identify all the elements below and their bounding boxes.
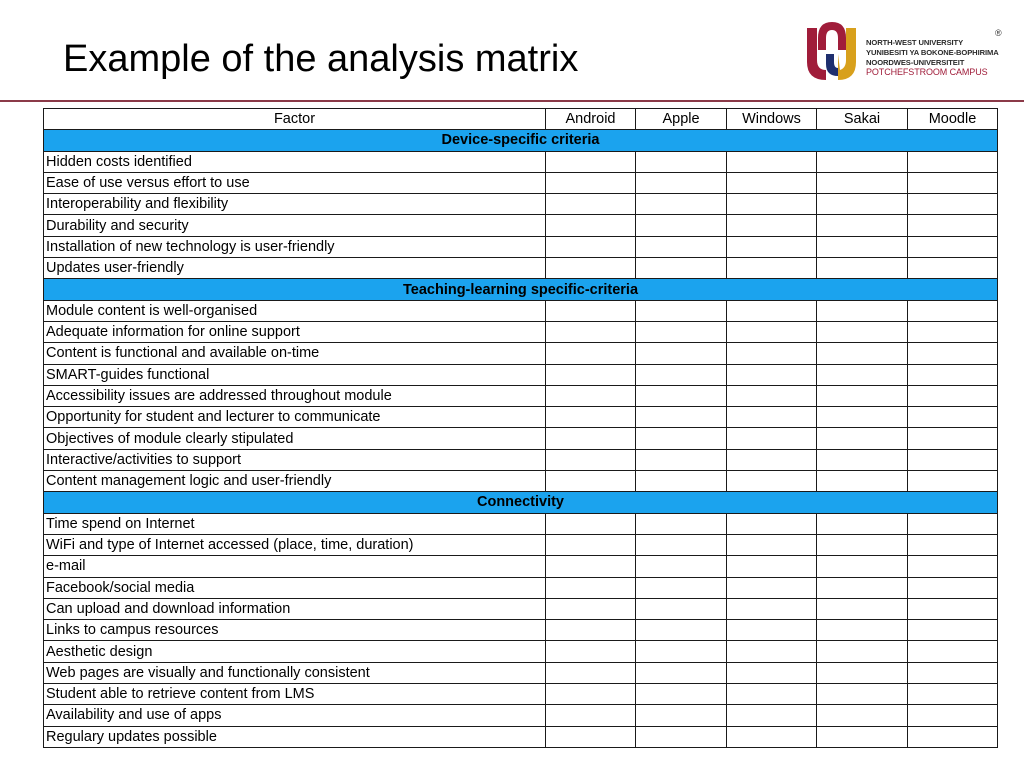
rating-cell	[727, 641, 817, 662]
table-row	[44, 385, 998, 406]
factor-cell: Hidden costs identified	[44, 151, 546, 172]
section-header-row	[44, 279, 998, 300]
header-sakai: Sakai	[817, 109, 908, 130]
table-row	[44, 556, 998, 577]
rating-cell	[908, 172, 998, 193]
table-row	[44, 534, 998, 555]
factor-cell: Aesthetic design	[44, 641, 546, 662]
rating-cell	[636, 258, 727, 279]
factor-cell: Content management logic and user-friendly	[44, 471, 546, 492]
table-row	[44, 321, 998, 342]
rating-cell	[636, 662, 727, 683]
rating-cell	[546, 726, 636, 747]
rating-cell	[546, 662, 636, 683]
rating-cell	[636, 407, 727, 428]
header-moodle: Moodle	[908, 109, 998, 130]
rating-cell	[636, 215, 727, 236]
table-row	[44, 598, 998, 619]
rating-cell	[908, 428, 998, 449]
rating-cell	[727, 385, 817, 406]
section-title: Device-specific criteria	[44, 130, 998, 151]
rating-cell	[546, 258, 636, 279]
rating-cell	[908, 364, 998, 385]
rating-cell	[546, 513, 636, 534]
rating-cell	[636, 471, 727, 492]
rating-cell	[908, 641, 998, 662]
table-row	[44, 726, 998, 747]
factor-cell: Updates user-friendly	[44, 258, 546, 279]
rating-cell	[636, 534, 727, 555]
rating-cell	[817, 343, 908, 364]
header-windows: Windows	[727, 109, 817, 130]
rating-cell	[636, 172, 727, 193]
slide-title: Example of the analysis matrix	[63, 38, 579, 80]
rating-cell	[727, 577, 817, 598]
rating-cell	[908, 151, 998, 172]
factor-cell: SMART-guides functional	[44, 364, 546, 385]
rating-cell	[727, 620, 817, 641]
rating-cell	[546, 449, 636, 470]
rating-cell	[636, 577, 727, 598]
rating-cell	[727, 598, 817, 619]
factor-cell: WiFi and type of Internet accessed (place, time, duration)	[44, 534, 546, 555]
rating-cell	[546, 321, 636, 342]
rating-cell	[908, 449, 998, 470]
factor-cell: Can upload and download information	[44, 598, 546, 619]
rating-cell	[546, 705, 636, 726]
rating-cell	[817, 641, 908, 662]
rating-cell	[908, 194, 998, 215]
rating-cell	[817, 534, 908, 555]
rating-cell	[908, 556, 998, 577]
rating-cell	[727, 321, 817, 342]
rating-cell	[546, 534, 636, 555]
rating-cell	[817, 172, 908, 193]
rating-cell	[636, 300, 727, 321]
factor-cell: Installation of new technology is user-friendly	[44, 236, 546, 257]
rating-cell	[908, 684, 998, 705]
rating-cell	[727, 471, 817, 492]
rating-cell	[817, 300, 908, 321]
rating-cell	[727, 705, 817, 726]
rating-cell	[908, 534, 998, 555]
rating-cell	[908, 407, 998, 428]
header-factor: Factor	[44, 109, 546, 130]
header-android: Android	[546, 109, 636, 130]
logo-line-1: NORTH-WEST UNIVERSITY	[866, 38, 964, 47]
rating-cell	[727, 407, 817, 428]
rating-cell	[727, 215, 817, 236]
rating-cell	[546, 300, 636, 321]
table-row	[44, 577, 998, 598]
factor-cell: Accessibility issues are addressed throughout module	[44, 385, 546, 406]
rating-cell	[817, 471, 908, 492]
rating-cell	[546, 407, 636, 428]
factor-cell: Facebook/social media	[44, 577, 546, 598]
rating-cell	[546, 172, 636, 193]
rating-cell	[817, 215, 908, 236]
rating-cell	[636, 428, 727, 449]
factor-cell: Opportunity for student and lecturer to communicate	[44, 407, 546, 428]
rating-cell	[636, 343, 727, 364]
rating-cell	[908, 215, 998, 236]
section-header-row	[44, 492, 998, 513]
rating-cell	[636, 151, 727, 172]
factor-cell: Durability and security	[44, 215, 546, 236]
rating-cell	[908, 258, 998, 279]
table-row	[44, 513, 998, 534]
header-apple: Apple	[636, 109, 727, 130]
rating-cell	[817, 513, 908, 534]
rating-cell	[727, 556, 817, 577]
rating-cell	[727, 364, 817, 385]
rating-cell	[817, 577, 908, 598]
rating-cell	[908, 343, 998, 364]
rating-cell	[817, 385, 908, 406]
table-row	[44, 428, 998, 449]
factor-cell: Ease of use versus effort to use	[44, 172, 546, 193]
table-row	[44, 471, 998, 492]
rating-cell	[636, 556, 727, 577]
factor-cell: Student able to retrieve content from LMS	[44, 684, 546, 705]
rating-cell	[636, 705, 727, 726]
rating-cell	[546, 620, 636, 641]
rating-cell	[546, 194, 636, 215]
table-row	[44, 151, 998, 172]
rating-cell	[636, 598, 727, 619]
table-row	[44, 258, 998, 279]
rating-cell	[546, 471, 636, 492]
rating-cell	[636, 726, 727, 747]
logo-line-4: POTCHEFSTROOM CAMPUS	[866, 67, 988, 77]
rating-cell	[546, 215, 636, 236]
rating-cell	[817, 428, 908, 449]
factor-cell: Objectives of module clearly stipulated	[44, 428, 546, 449]
table-body	[44, 130, 998, 748]
rating-cell	[546, 641, 636, 662]
rating-cell	[908, 513, 998, 534]
rating-cell	[636, 449, 727, 470]
rating-cell	[546, 385, 636, 406]
table-row	[44, 407, 998, 428]
section-title: Connectivity	[44, 492, 998, 513]
rating-cell	[817, 407, 908, 428]
factor-cell: Content is functional and available on-time	[44, 343, 546, 364]
rating-cell	[817, 194, 908, 215]
rating-cell	[636, 641, 727, 662]
rating-cell	[817, 556, 908, 577]
rating-cell	[546, 556, 636, 577]
table-row	[44, 364, 998, 385]
rating-cell	[908, 236, 998, 257]
rating-cell	[817, 258, 908, 279]
rating-cell	[908, 321, 998, 342]
rating-cell	[546, 684, 636, 705]
rating-cell	[908, 598, 998, 619]
factor-cell: Time spend on Internet	[44, 513, 546, 534]
table-row	[44, 215, 998, 236]
university-crest-icon	[804, 20, 860, 84]
rating-cell	[908, 471, 998, 492]
rating-cell	[908, 577, 998, 598]
analysis-matrix-table	[43, 108, 998, 748]
rating-cell	[817, 449, 908, 470]
university-logo	[804, 20, 1016, 84]
rating-cell	[546, 343, 636, 364]
table-row	[44, 449, 998, 470]
rating-cell	[908, 705, 998, 726]
factor-cell: Adequate information for online support	[44, 321, 546, 342]
table-header-row	[44, 109, 998, 130]
table-row	[44, 236, 998, 257]
rating-cell	[817, 364, 908, 385]
rating-cell	[817, 684, 908, 705]
section-header-row	[44, 130, 998, 151]
section-title: Teaching-learning specific-criteria	[44, 279, 998, 300]
rating-cell	[636, 194, 727, 215]
rating-cell	[727, 662, 817, 683]
rating-cell	[636, 385, 727, 406]
rating-cell	[636, 321, 727, 342]
rating-cell	[817, 598, 908, 619]
rating-cell	[727, 513, 817, 534]
rating-cell	[817, 151, 908, 172]
rating-cell	[817, 620, 908, 641]
logo-line-3: NOORDWES-UNIVERSITEIT	[866, 58, 965, 67]
rating-cell	[908, 385, 998, 406]
rating-cell	[546, 364, 636, 385]
rating-cell	[727, 194, 817, 215]
rating-cell	[817, 236, 908, 257]
table-row	[44, 662, 998, 683]
factor-cell: Web pages are visually and functionally consistent	[44, 662, 546, 683]
factor-cell: Module content is well-organised	[44, 300, 546, 321]
rating-cell	[727, 258, 817, 279]
table-row	[44, 684, 998, 705]
title-divider	[0, 100, 1024, 102]
rating-cell	[546, 598, 636, 619]
table-row	[44, 641, 998, 662]
factor-cell: e-mail	[44, 556, 546, 577]
factor-cell: Interactive/activities to support	[44, 449, 546, 470]
factor-cell: Availability and use of apps	[44, 705, 546, 726]
rating-cell	[817, 662, 908, 683]
factor-cell: Interoperability and flexibility	[44, 194, 546, 215]
rating-cell	[546, 577, 636, 598]
rating-cell	[817, 726, 908, 747]
table-row	[44, 194, 998, 215]
rating-cell	[546, 236, 636, 257]
rating-cell	[546, 151, 636, 172]
rating-cell	[636, 684, 727, 705]
table-row	[44, 343, 998, 364]
rating-cell	[727, 151, 817, 172]
table-row	[44, 620, 998, 641]
rating-cell	[727, 726, 817, 747]
rating-cell	[727, 449, 817, 470]
factor-cell: Regulary updates possible	[44, 726, 546, 747]
rating-cell	[546, 428, 636, 449]
logo-line-2: YUNIBESITI YA BOKONE-BOPHIRIMA	[866, 48, 999, 57]
rating-cell	[636, 513, 727, 534]
rating-cell	[817, 705, 908, 726]
rating-cell	[727, 684, 817, 705]
rating-cell	[727, 428, 817, 449]
table-row	[44, 705, 998, 726]
rating-cell	[636, 620, 727, 641]
rating-cell	[727, 236, 817, 257]
rating-cell	[817, 321, 908, 342]
rating-cell	[908, 662, 998, 683]
factor-cell: Links to campus resources	[44, 620, 546, 641]
table-row	[44, 172, 998, 193]
rating-cell	[727, 534, 817, 555]
rating-cell	[908, 620, 998, 641]
registered-mark: ®	[995, 28, 1002, 38]
rating-cell	[727, 172, 817, 193]
rating-cell	[727, 343, 817, 364]
rating-cell	[908, 726, 998, 747]
rating-cell	[636, 236, 727, 257]
rating-cell	[727, 300, 817, 321]
table-row	[44, 300, 998, 321]
rating-cell	[636, 364, 727, 385]
rating-cell	[908, 300, 998, 321]
